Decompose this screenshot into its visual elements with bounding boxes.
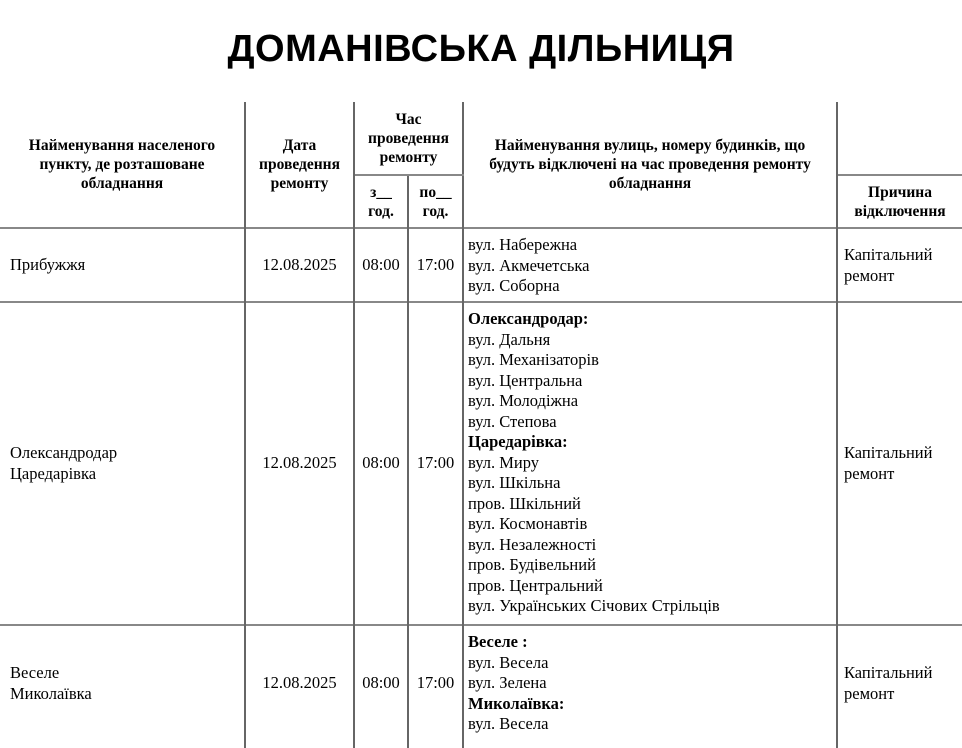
streets-cell [463, 302, 837, 625]
header-to [408, 175, 463, 228]
reason-line: ремонт [844, 265, 895, 285]
table-row [0, 625, 962, 748]
street-line: вул. Шкільна [468, 473, 561, 492]
street-line: вул. Весела [468, 652, 549, 672]
from-time-cell: 08:00 [354, 228, 408, 302]
street-line: вул. Дальня [468, 329, 551, 349]
from-time-cell: 08:00 [354, 625, 408, 748]
date-cell: 12.08.2025 [245, 625, 354, 748]
street-line: вул. Соборна [468, 276, 560, 295]
settlement-cell [0, 302, 245, 625]
reason-line: ремонт [844, 683, 895, 703]
header-settlement-label: Найменування населеного пункту, де розташоване обладнання [28, 137, 216, 192]
village-heading: Веселе : [468, 632, 528, 651]
page-title: ДОМАНІВСЬКА ДІЛЬНИЦЯ [227, 28, 735, 70]
streets-cell [463, 625, 837, 748]
header-time-label: Час проведення ремонту [368, 110, 449, 166]
settlement-name: Миколаївка [10, 683, 92, 703]
header-reason [837, 175, 962, 228]
street-line: вул. Українських Січових Стрільців [468, 596, 720, 615]
header-from [354, 175, 408, 228]
street-line: вул. Весела [468, 714, 549, 733]
street-line: вул. Молодіжна [468, 391, 579, 410]
street-line: вул. Незалежності [468, 534, 597, 554]
date-cell: 12.08.2025 [245, 228, 354, 302]
to-time-cell: 17:00 [408, 228, 463, 302]
reason-cell [837, 625, 962, 748]
street-line: пров. Будівельний [468, 555, 596, 574]
to-time-cell: 17:00 [408, 302, 463, 625]
settlement-name: Веселе [10, 663, 60, 682]
street-line: вул. Зелена [468, 673, 547, 692]
settlement-name: Прибужжя [10, 254, 86, 274]
village-heading: Царедарівка: [468, 432, 568, 451]
date-cell: 12.08.2025 [245, 302, 354, 625]
settlement-name: Олександродар [10, 443, 118, 462]
header-settlement [0, 102, 245, 228]
street-line: вул. Набережна [468, 235, 578, 254]
reason-line: Капітальний [844, 245, 933, 264]
header-reason-spacer [837, 102, 962, 175]
street-line: вул. Степова [468, 411, 557, 431]
header-reason-label: Причина відключення [854, 183, 946, 220]
settlement-cell [0, 625, 245, 748]
table-row [0, 302, 962, 625]
street-line: пров. Шкільний [468, 493, 581, 513]
street-line: вул. Акмечетська [468, 255, 590, 275]
from-time-cell: 08:00 [354, 302, 408, 625]
street-line: вул. Космонавтів [468, 514, 588, 533]
header-from-label: з__ год. [368, 183, 394, 220]
street-line: вул. Центральна [468, 370, 583, 390]
reason-line: Капітальний [844, 443, 933, 462]
header-streets [463, 102, 837, 228]
street-line: вул. Механізаторів [468, 350, 599, 369]
street-line: вул. Миру [468, 452, 540, 472]
reason-cell [837, 302, 962, 625]
street-line: пров. Центральний [468, 575, 603, 595]
reason-cell [837, 228, 962, 302]
settlement-cell [0, 228, 245, 302]
header-date [245, 102, 354, 228]
reason-line: Капітальний [844, 663, 933, 682]
streets-cell [463, 228, 837, 302]
settlement-name: Царедарівка [10, 463, 97, 483]
table-row [0, 228, 962, 302]
header-to-label: по__ год. [419, 183, 452, 220]
village-heading: Миколаївка: [468, 693, 565, 713]
outage-schedule-table [0, 102, 962, 748]
header-streets-label: Найменування вулиць, номеру будинків, що будуть відключені на час проведення ремонту обладнання [489, 137, 811, 192]
reason-line: ремонт [844, 463, 895, 483]
to-time-cell: 17:00 [408, 625, 463, 748]
header-date-label: Дата проведення ремонту [259, 137, 340, 192]
header-time [354, 102, 463, 175]
village-heading: Олександродар: [468, 309, 589, 328]
